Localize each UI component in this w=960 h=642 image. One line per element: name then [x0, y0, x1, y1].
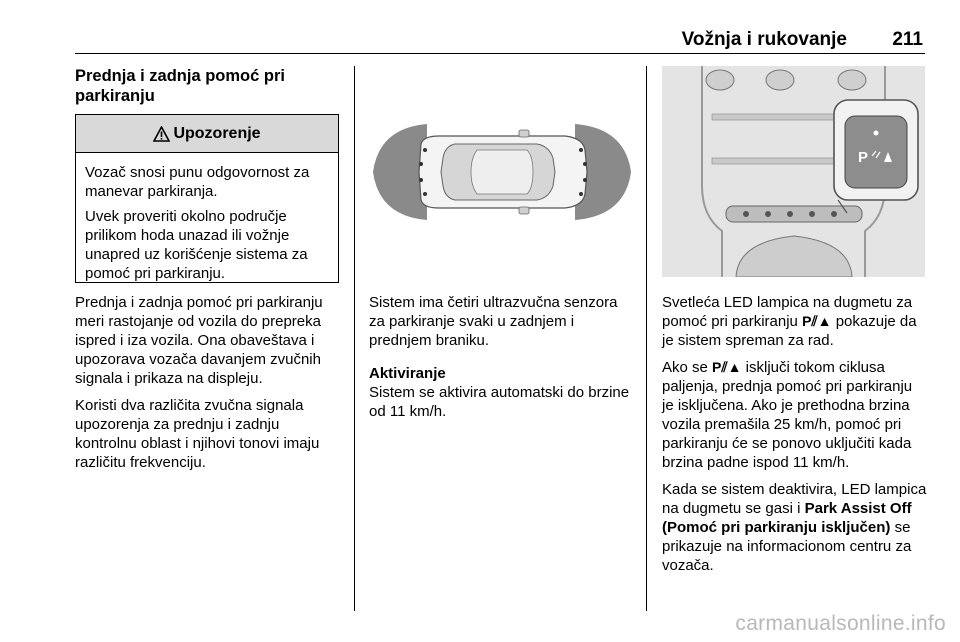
col3-paragraph-3 [662, 480, 927, 575]
car-sensors-illustration [369, 66, 633, 277]
warning-triangle-icon [153, 126, 170, 142]
col1-paragraph-1: Prednja i zadnja pomoć pri parkiranju meri rastojanje od vozila do prepreka ispred i iza vozila. Ona obaveštava i upozorava vozača davanjem zvučnih signala i prikaza na displeju. [75, 294, 323, 387]
col3-paragraph-1 [662, 293, 927, 350]
park-assist-off-message: Park Assist Off (Pomoć pri parkiranju isključen) [662, 500, 912, 536]
park-assist-icon: P⫽▲ [712, 359, 742, 375]
watermark: carmanualsonline.info [735, 612, 946, 635]
col1-paragraph-2: Koristi dva različita zvučna signala upozorenja za prednju i zadnju kontrolnu oblast i njihovi tonovi imaju različitu frekvenciju. [75, 397, 320, 471]
col3-p2-text-a: Ako se [662, 359, 708, 376]
column-divider-2 [646, 66, 647, 611]
col3-p2-text-b: isključi tokom ciklusa paljenja, prednja pomoć pri parkiranju je isključena. Ako je prethodna brzina vozila premašila 25 km/h, pomoć pri parkiranju će se ponovo uključiti kada brzina padne ispod 11 km/h. [662, 359, 913, 471]
page-header [75, 27, 925, 54]
column-2-text [369, 293, 637, 429]
col3-p3-text-c: se prikazuje na informacionom centru za vozača. [662, 519, 912, 574]
col3-p1-text-b: pokazuje da je sistem spreman za rad. [662, 313, 917, 349]
col3-p3-text-a: Kada se sistem deaktivira, LED lampica na dugmetu se gasi i [662, 481, 927, 517]
warning-box [75, 114, 339, 283]
activation-heading: Aktiviranje [369, 365, 446, 382]
park-assist-button-photo [662, 66, 925, 277]
warning-header [76, 115, 338, 153]
section-title: Prednja i zadnja pomoć pri parkiranju [75, 67, 285, 105]
column-3-text [662, 293, 927, 583]
svg-text:P: P [858, 149, 869, 166]
chapter-title: Vožnja i rukovanje [681, 29, 847, 50]
page-number: 211 [892, 29, 923, 50]
park-assist-icon: P⫽▲ [802, 313, 832, 329]
col3-paragraph-2 [662, 358, 927, 472]
column-1-text [75, 293, 343, 480]
col3-p1-text-a: Svetleća LED lampica na dugmetu za pomoć pri parkiranju [662, 294, 913, 330]
warning-label: Upozorenje [173, 124, 261, 142]
warning-text-2: Uvek proveriti okolno područje prilikom hoda unazad ili vožnje unapred uz korišćenje sistema za pomoć pri parkiranju. [85, 208, 308, 282]
col2-paragraph-2: Sistem se aktivira automatski do brzine od 11 km/h. [369, 384, 630, 420]
col2-paragraph-1: Sistem ima četiri ultrazvučna senzora za parkiranje svaki u zadnjem i prednjem braniku. [369, 294, 618, 349]
warning-text-1: Vozač snosi punu odgovornost za manevar parkiranja. [85, 164, 310, 200]
column-divider-1 [354, 66, 355, 611]
